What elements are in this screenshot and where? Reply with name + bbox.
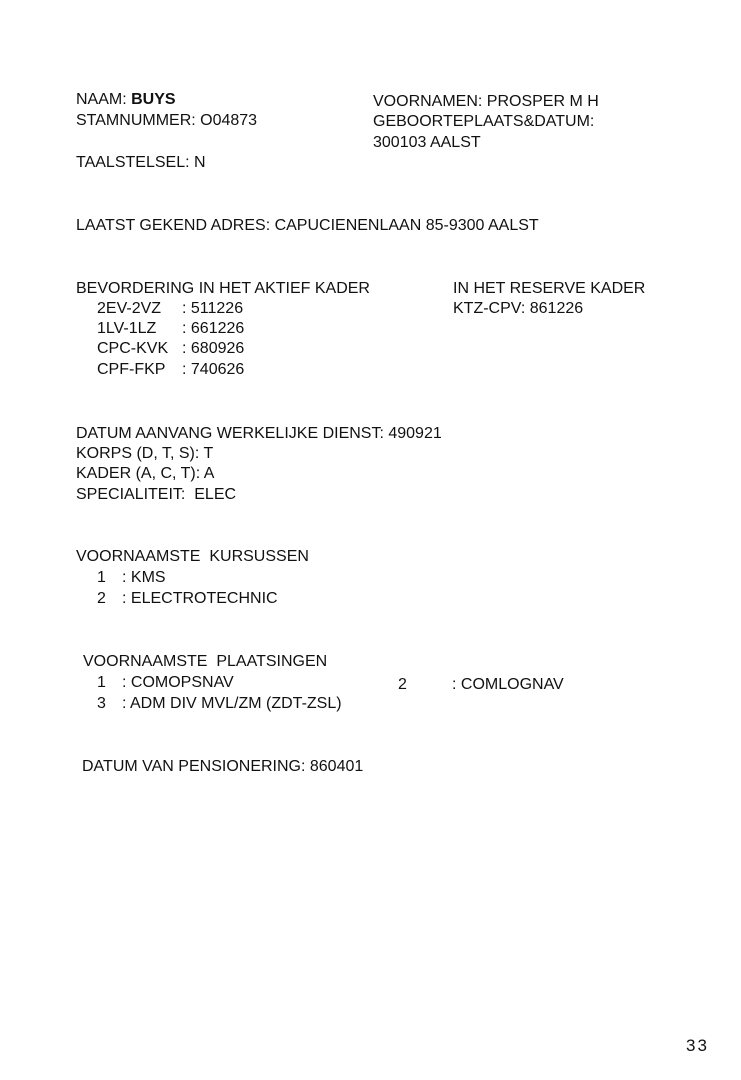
korps: KORPS (D, T, S): T — [76, 445, 214, 462]
specialiteit: SPECIALITEIT: ELEC — [76, 486, 237, 503]
naam-value: BUYS — [131, 91, 176, 108]
geboorte-value: 300103 AALST — [373, 134, 481, 151]
plaatsing-num-2: 2 — [398, 676, 407, 693]
aktief-date-1: : 511226 — [182, 300, 244, 317]
aktief-kader-title: BEVORDERING IN HET AKTIEF KADER — [76, 280, 370, 297]
reserve-kader-title: IN HET RESERVE KADER — [453, 280, 646, 297]
datum-pensionering: DATUM VAN PENSIONERING: 860401 — [82, 758, 364, 775]
aktief-rank-3: CPC-KVK — [97, 340, 169, 357]
naam-label: NAAM: — [76, 91, 127, 108]
aktief-rank-1: 2EV-2VZ — [97, 300, 162, 317]
plaatsing-num-3: 3 — [97, 695, 106, 712]
kursus-text-1: : KMS — [122, 569, 166, 586]
plaatsing-text-2: : COMLOGNAV — [452, 676, 564, 693]
page-number: 33 — [686, 1036, 709, 1055]
aanvang-dienst: DATUM AANVANG WERKELIJKE DIENST: 490921 — [76, 425, 442, 442]
aktief-rank-2: 1LV-1LZ — [97, 320, 157, 337]
aktief-date-4: : 740626 — [182, 361, 245, 378]
voornamen: VOORNAMEN: PROSPER M H — [373, 93, 599, 110]
taalstelsel: TAALSTELSEL: N — [76, 154, 206, 171]
kursus-text-2: : ELECTROTECHNIC — [122, 590, 278, 607]
plaatsing-num-1: 1 — [97, 674, 106, 691]
kursussen-title: VOORNAAMSTE KURSUSSEN — [76, 548, 309, 565]
kursus-num-1: 1 — [97, 569, 106, 586]
reserve-kader-row: KTZ-CPV: 861226 — [453, 300, 584, 317]
laatst-gekend-adres: LAATST GEKEND ADRES: CAPUCIENENLAAN 85-9300 AALST — [76, 217, 539, 234]
geboorte-label: GEBOORTEPLAATS&DATUM: — [373, 113, 595, 130]
plaatsing-text-1: : COMOPSNAV — [122, 674, 234, 691]
stamnummer: STAMNUMMER: O04873 — [76, 112, 258, 129]
kader: KADER (A, C, T): A — [76, 465, 215, 482]
aktief-date-2: : 661226 — [182, 320, 245, 337]
kursus-num-2: 2 — [97, 590, 106, 607]
aktief-date-3: : 680926 — [182, 340, 245, 357]
plaatsingen-title: VOORNAAMSTE PLAATSINGEN — [83, 653, 328, 670]
plaatsing-text-3: : ADM DIV MVL/ZM (ZDT-ZSL) — [122, 695, 342, 712]
naam-line — [76, 90, 176, 110]
aktief-rank-4: CPF-FKP — [97, 361, 166, 378]
